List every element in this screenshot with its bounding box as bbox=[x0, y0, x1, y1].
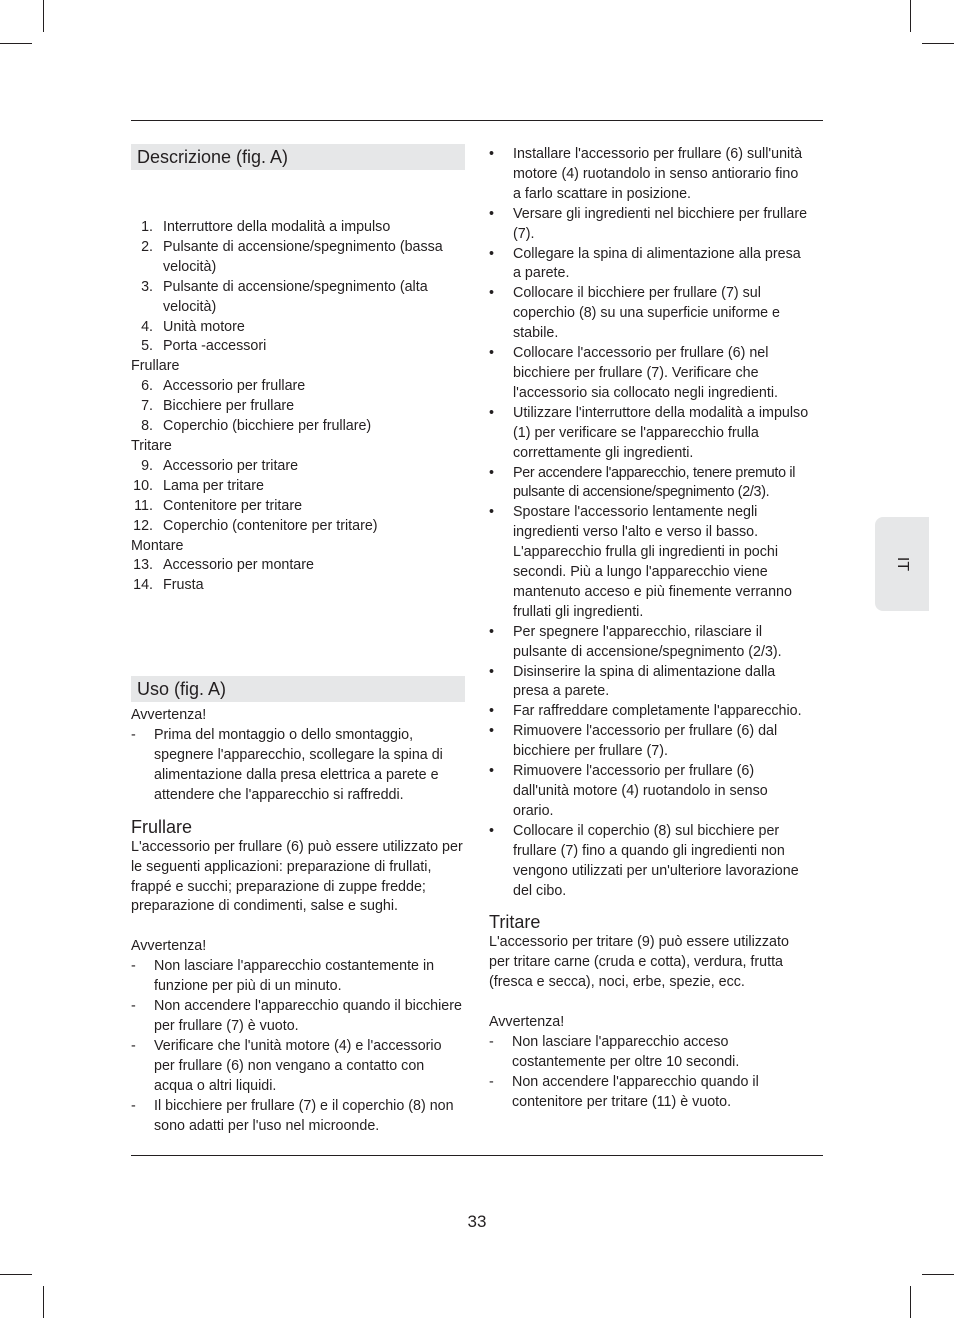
list-item: 7. Bicchiere per frullare bbox=[141, 398, 295, 415]
list-item: • Utilizzare l'interruttore della modalità a impulso (1) per verificare se l'apparecchio frulla correttamente gli ingredienti. bbox=[489, 404, 809, 461]
list-item: • Collocare il bicchiere per frullare (7) sul coperchio (8) su una superficie uniforme e stabile. bbox=[489, 285, 781, 342]
tritare-heading: Tritare bbox=[489, 912, 541, 933]
list-item: • Versare gli ingredienti nel bicchiere per frullare (7). bbox=[489, 205, 808, 242]
list-item: 12. Coperchio (contenitore per tritare) bbox=[133, 517, 378, 534]
left-column bbox=[131, 144, 465, 1136]
list-item: • Spostare l'accessorio lentamente negli ingredienti verso l'alto e verso il basso. L'apparecchio frulla gli ingredienti in pochi secondi. Più a lungo l'apparecchio viene mantenuto acceso e più finemente verranno frullati gli ingredienti. bbox=[489, 504, 792, 620]
list-item: 1. Interruttore della modalità a impulso bbox=[141, 219, 391, 235]
list-item: 9. Accessorio per tritare bbox=[141, 457, 299, 474]
crop-mark bbox=[43, 0, 44, 32]
list-item: • Collocare il coperchio (8) sul bicchiere per frullare (7) fino a quando gli ingredienti non vengono utilizzati per un'ulteriore lavorazione del cibo. bbox=[489, 822, 799, 899]
list-item: • Per spegnere l'apparecchio, rilasciare il pulsante di accensione/spegnimento (2/3). bbox=[489, 623, 782, 660]
parts-group-base bbox=[131, 218, 465, 357]
list-item: 4. Unità motore bbox=[141, 318, 245, 335]
list-item: • Collocare l'accessorio per frullare (6) nel bicchiere per frullare (7). Verificare che l'accessorio sia collocato negli ingredienti. bbox=[489, 345, 778, 401]
warning-item: - Non lasciare l'apparecchio costantemente in funzione per più di un minuto. bbox=[131, 958, 435, 995]
bottom-rule bbox=[131, 1155, 823, 1156]
crop-mark bbox=[0, 43, 32, 44]
list-item: • Installare l'accessorio per frullare (6) sull'unità motore (4) ruotandolo in senso antiorario fino a farlo scattare in posizione. bbox=[489, 146, 803, 202]
top-rule bbox=[131, 120, 823, 121]
warning-item: - Prima del montaggio o dello smontaggio, spegnere l'apparecchio, scollegare la spina di alimentazione dalla presa elettrica a parete e attendere che l'apparecchio si raffreddi. bbox=[131, 727, 443, 803]
list-item: • Rimuovere l'accessorio per frullare (6) dal bicchiere per frullare (7). bbox=[489, 723, 778, 760]
list-item: 13. Accessorio per montare bbox=[133, 557, 314, 574]
parts-list bbox=[131, 218, 465, 596]
warning-item: - Il bicchiere per frullare (7) e il coperchio (8) non sono adatti per l'uso nel microonde. bbox=[131, 1097, 454, 1134]
warning-label: Avvertenza! bbox=[131, 707, 207, 724]
group-label-frullare: Frullare bbox=[131, 358, 180, 375]
warning-block bbox=[489, 1013, 809, 1113]
crop-mark bbox=[910, 0, 911, 32]
list-item: • Rimuovere l'accessorio per frullare (6) dall'unità motore (4) ruotandolo in senso orario. bbox=[489, 763, 768, 819]
warning-item: - Non accendere l'apparecchio quando il bicchiere per frullare (7) è vuoto. bbox=[131, 998, 462, 1034]
warning-block bbox=[131, 706, 465, 806]
list-item: • Collegare la spina di alimentazione alla presa a parete. bbox=[489, 245, 801, 282]
frullare-paragraph: L'accessorio per frullare (6) può essere utilizzato per le seguenti applicazioni: preparazione di frullati, frappé e succhi; preparazione di zuppe fredde; preparazione di condimenti, salse e sughi. bbox=[131, 838, 463, 915]
warning-label: Avvertenza! bbox=[489, 1014, 565, 1031]
crop-mark bbox=[910, 1286, 911, 1318]
uso-heading: Uso (fig. A) bbox=[131, 676, 465, 702]
list-item: 5. Porta -accessori bbox=[141, 338, 267, 355]
right-column bbox=[489, 145, 809, 1113]
warning-item: - Non accendere l'apparecchio quando il contenitore per tritare (11) è vuoto. bbox=[489, 1073, 759, 1110]
warning-label: Avvertenza! bbox=[131, 938, 207, 955]
frullare-heading: Frullare bbox=[131, 816, 193, 837]
warning-block bbox=[131, 937, 465, 1136]
warning-item: - Non lasciare l'apparecchio acceso costantemente per oltre 10 secondi. bbox=[489, 1034, 740, 1070]
crop-mark bbox=[43, 1286, 44, 1318]
instruction-list bbox=[489, 145, 809, 901]
list-item: • Far raffreddare completamente l'apparecchio. bbox=[489, 703, 802, 720]
list-item: 8. Coperchio (bicchiere per frullare) bbox=[141, 418, 372, 435]
page-number: 33 bbox=[467, 1212, 487, 1231]
list-item: • Disinserire la spina di alimentazione dalla presa a parete. bbox=[489, 663, 776, 700]
list-item: 6. Accessorio per frullare bbox=[141, 378, 306, 395]
list-item: 14. Frusta bbox=[133, 577, 204, 594]
group-label-montare: Montare bbox=[131, 537, 184, 554]
list-item: • Per accendere l'apparecchio, tenere premuto il pulsante di accensione/spegnimento (2/3). bbox=[489, 464, 796, 501]
crop-mark bbox=[922, 1274, 954, 1275]
list-item: 11. Contenitore per tritare bbox=[134, 497, 303, 514]
crop-mark bbox=[922, 43, 954, 44]
language-tab-label: IT bbox=[894, 556, 911, 572]
crop-mark bbox=[0, 1274, 32, 1275]
list-item: 3. Pulsante di accensione/spegnimento (alta velocità) bbox=[141, 278, 428, 315]
language-tab bbox=[875, 517, 929, 611]
warning-item: - Verificare che l'unità motore (4) e l'accessorio per frullare (6) non vengano a contatto con acqua o altri liquidi. bbox=[131, 1037, 442, 1094]
list-item: 10. Lama per tritare bbox=[133, 477, 264, 494]
description-heading: Descrizione (fig. A) bbox=[131, 144, 465, 170]
tritare-paragraph: L'accessorio per tritare (9) può essere utilizzato per tritare carne (cruda e cotta), verdura, frutta (fresca e secca), noci, erbe, spezie, ecc. bbox=[489, 934, 789, 991]
list-item: 2. Pulsante di accensione/spegnimento (bassa velocità) bbox=[141, 238, 443, 275]
group-label-tritare: Tritare bbox=[131, 437, 172, 454]
